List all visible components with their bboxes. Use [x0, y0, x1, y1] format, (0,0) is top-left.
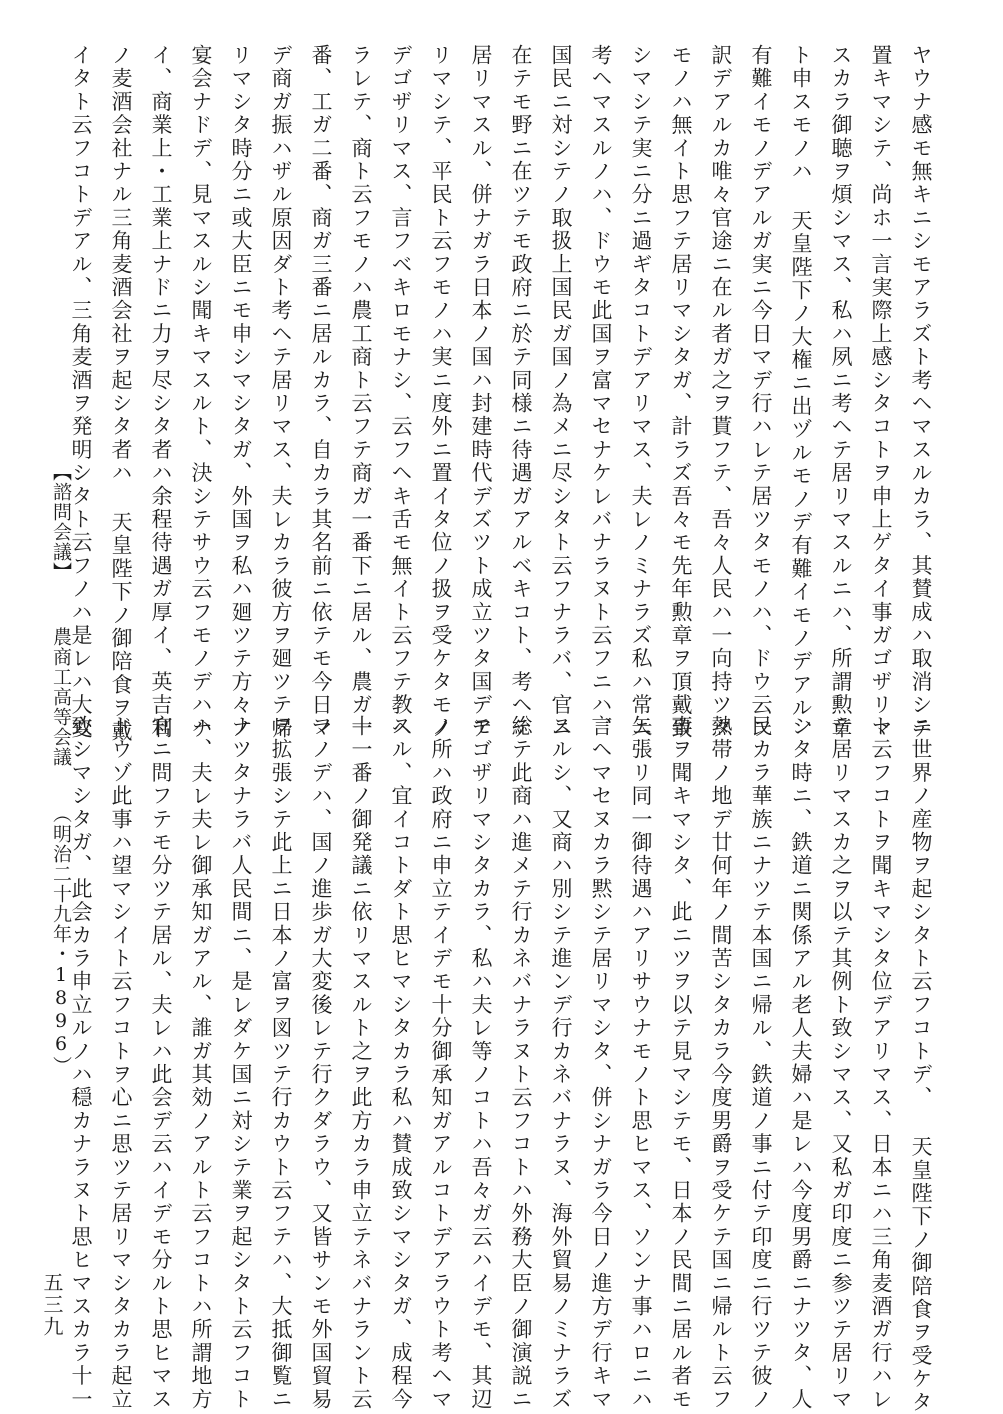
text-column: スカラ御聴ヲ煩シマス、私ハ夙ニ考ヘテ居リマスルニハ、所謂勲章: [829, 44, 853, 740]
text-column: ハ、夫レ夫レ御承知ガアル、誰ガ其効ノアルト云フコトハ所謂地方: [189, 715, 213, 1411]
text-column: 総テ此商ハ進メテ行カネバナラヌト云フコトハ外務大臣ノ御演説ニ: [509, 715, 533, 1411]
text-column: シタ時ニ、鉄道ニ関係アル老人夫婦ハ是レハ今度男爵ニナツタ、人: [789, 715, 813, 1411]
text-column: 官ニ問フテモ分ツテ居ル、夫レハ此会デ云ハイデモ分ルト思ヒマス: [149, 715, 173, 1411]
text-column: 言ヘマセヌカラ黙シテ居リマシタ、併シナガラ今日ノ進方デ行キマ: [589, 715, 613, 1411]
text-column: 考ヘマスルノハ、ドウモ此国ヲ富マセナケレバナラヌト云フニハ、: [589, 44, 613, 740]
book-title: 農商工高等会議: [50, 627, 72, 767]
text-column: 熱帯ノ地デ廿何年ノ間苦シタカラ今度男爵ヲ受ケテ国ニ帰ルト云フ: [709, 715, 733, 1411]
text-column: 番、工ガ二番、商ガ三番ニ居ルカラ、自カラ其名前ニ依テモ今日マ: [309, 44, 333, 741]
text-column: モゴザリマシタカラ、私ハ夫レ等ノコトハ吾々ガ云ハイデモ、其辺: [469, 715, 493, 1411]
text-column: ラレテ、商ト云フモノハ農工商ト云フテ商ガ一番下ニ居ル、農ガ一: [349, 44, 373, 740]
text-column: 訳デアルカ唯々官途ニ在ル者ガ之ヲ貰フテ、吾々人民ハ一向持ツタ: [709, 44, 733, 740]
date-label: （明治二十九年・1896）: [50, 804, 72, 1076]
text-column: ヤウナ感モ無キニシモアラズト考ヘマスルカラ、其賛成ハ取消シテ: [909, 44, 933, 740]
text-column: イ、商業上・工業上ナドニ力ヲ尽シタ者ハ余程待遇ガ厚イ、英吉利: [149, 44, 173, 740]
text-column: 宴会ナドデ、見マスルシ聞キマスルト、決シテサウ云フモノデハナ: [189, 44, 213, 740]
text-column: ト申スモノハ 天皇陛下ノ大権ニ出ヅルモノデ有難イモノデアル、: [789, 44, 813, 743]
text-column: シマシテ実ニ分ニ過ギタコトデアリマス、夫レノミナラズ私ハ常ニ: [629, 44, 653, 740]
text-column: 国民ニ対シテノ取扱上国民ガ国ノ為メニ尽シタト云フナラバ、官ニ: [549, 44, 573, 740]
text-column: リマシタ時分ニ或大臣ニモ申シマシタガ、外国ヲ私ハ廻ツテ方々ノ: [229, 44, 253, 741]
text-column: デ商ガ振ハザル原因ダト考ヘテ居リマス、夫レカラ彼方ヲ廻ツテ帰: [269, 44, 293, 740]
text-column: ヲ拡張シテ此上ニ日本ノ富ヲ図ツテ行カウト云フテハ、大抵御覧ニ: [269, 715, 293, 1411]
text-column: ノ所ハ政府ニ申立テイデモ十分御承知ガアルコトデアラウト考ヘマ: [429, 715, 453, 1411]
running-head: [40, 462, 72, 1076]
text-column: 置キマシテ、尚ホ一言実際上感シタコトヲ申上ゲタイ事ガゴザリマ: [869, 44, 893, 740]
text-column: ドウゾ此事ハ望マシイト云フコトヲ心ニ思ツテ居リマシタカラ起立: [109, 715, 133, 1411]
text-column: 十一番ノ御発議ニ依リマスルト之ヲ此方カラ申立テネバナラント云: [349, 715, 373, 1411]
text-column: フノデハ、国ノ進歩ガ大変後レテ行クダラウ、又皆サンモ外国貿易: [309, 715, 333, 1411]
text-column: ノ麦酒会社ナル三角麦酒会社ヲ起シタ者ハ 天皇陛下ノ御陪食ヲ戴: [109, 44, 133, 743]
text-column: 致シマシタガ、此会カラ申立ルノハ穏カナラヌト思ヒマスカラ十一: [69, 715, 93, 1411]
text-column: リマシテ、平民ト云フモノハ実ニ度外ニ置イタ位ノ扱ヲ受ケタモノ: [429, 44, 453, 740]
text-column: 在テモ野ニ在ツテモ政府ニ於テ同様ニ待遇ガアルベキコト、考ヘテ: [509, 44, 533, 740]
text-column: スルシ、又商ハ別シテ進ンデ行カネバナラヌ、海外貿易ノミナラズ: [549, 715, 573, 1411]
text-column: イタト云フコトデアル、三角麦酒ヲ発明シタト云フノハ是レハ大変: [69, 44, 93, 740]
text-column: ナツタナラバ人民間ニ、是レダケ国ニ対シテ業ヲ起シタト云フコト: [229, 715, 253, 1411]
text-column: スル、宜イコトダト思ヒマシタカラ私ハ賛成致シマシタガ、成程今: [389, 715, 413, 1411]
text-column: 有難イモノデアルガ実ニ今日マデ行ハレテ居ツタモノハ、ドウ云フ: [749, 44, 773, 740]
text-column: ニ世界ノ産物ヲ起シタト云フコトデ、 天皇陛下ノ御陪食ヲ受ケタ: [909, 715, 933, 1414]
text-column: 矢張リ同一御待遇ハアリサウナモノト思ヒマス、ソンナ事ハロニハ: [629, 715, 653, 1411]
text-column: 居リマスル、併ナガラ日本ノ国ハ封建時代デズツト成立ツタ国デア: [469, 44, 493, 740]
section-label: 【諮問会議】: [50, 462, 72, 582]
text-column: ト云フコトヲ聞キマシタ位デアリマス、日本ニハ三角麦酒ガ行ハレ: [869, 715, 893, 1411]
text-column: モノハ無イト思フテ居リマシタガ、計ラズ吾々モ先年勲章ヲ頂戴致: [669, 44, 693, 740]
page-number: 五三九: [40, 1272, 64, 1338]
text-column: 民カラ華族ニナツテ本国ニ帰ル、鉄道ノ事ニ付テ印度ニ行ツテ彼ノ: [749, 715, 773, 1412]
text-column: デゴザリマス、言フベキロモナシ、云フヘキ舌モ無イト云フテ教ヘ: [389, 44, 413, 740]
text-column: 事ヲ聞キマシタ、此ニツヲ以テ見マシテモ、日本ノ民間ニ居ル者モ: [669, 715, 693, 1412]
text-column: テ居リマスカ之ヲ以テ其例ト致シマス、又私ガ印度ニ参ツテ居リマ: [829, 715, 853, 1411]
